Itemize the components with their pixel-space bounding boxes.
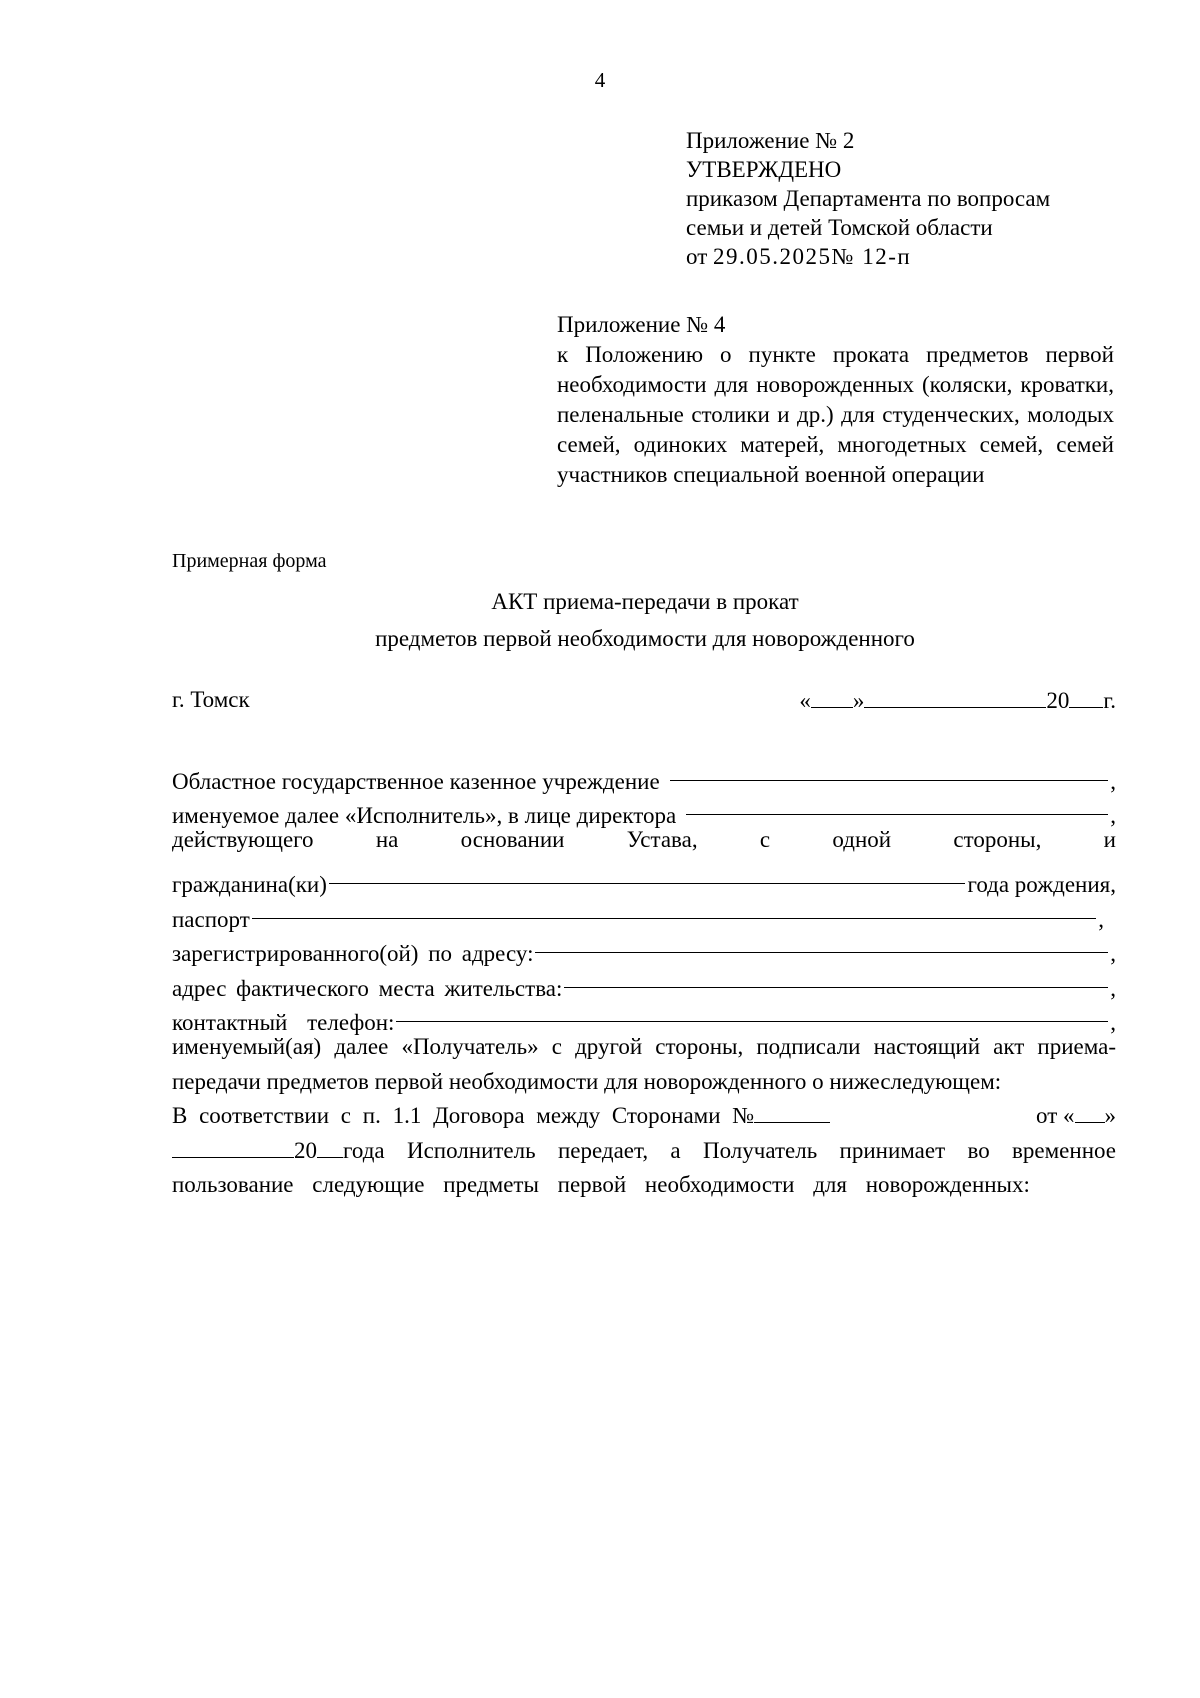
city: г. Томск	[172, 687, 250, 712]
institution-label: Областное государственное казенное учреждение	[172, 768, 660, 794]
date-line	[799, 687, 1116, 714]
approval-date: 29.05.2025	[713, 244, 832, 269]
appendix-block	[557, 310, 1114, 490]
contract-date-close: »	[1104, 1103, 1116, 1128]
body-line-passport	[172, 892, 1116, 932]
comma: ,	[1110, 975, 1116, 1001]
contract-date-open: от «	[1036, 1103, 1075, 1128]
sample-form-label: Примерная форма	[172, 550, 327, 572]
contract-line1	[172, 1099, 1116, 1134]
act-title-line2: предметов первой необходимости для новорожденного	[375, 626, 915, 651]
act-title	[0, 583, 1200, 657]
contract-paragraph	[172, 1099, 1116, 1203]
body-line-citizen	[172, 858, 1116, 897]
approval-date-prefix: от	[686, 244, 713, 269]
contract-number-blank	[754, 1102, 830, 1123]
body-line-charter: действующего на основании Устава, с одной стороны, и	[172, 827, 1116, 852]
registered-address-label: зарегистрированного(ой) по адресу:	[172, 941, 534, 966]
date-close-quote: »	[852, 688, 865, 713]
contract-year-blank	[317, 1137, 343, 1158]
comma: ,	[1110, 768, 1116, 794]
contract-text: года Исполнитель передает, а Получатель принимает во временное пользование следующие предметы первой необходимости для новорожденных:	[172, 1137, 1116, 1197]
contract-line-rest	[172, 1134, 1116, 1203]
contract-ref-label: В соответствии с п. 1.1 Договора между Сторонами №	[172, 1103, 755, 1128]
birth-year-label: года рождения,	[967, 872, 1116, 897]
registered-address-blank	[533, 927, 1110, 962]
comma: ,	[1110, 803, 1116, 828]
date-open-quote: «	[799, 688, 811, 713]
institution-blank	[668, 754, 1111, 789]
approval-order-number: № 12-п	[831, 244, 912, 269]
contract-year-prefix: 20	[294, 1137, 317, 1163]
passport-blank	[250, 892, 1098, 927]
approval-approved-label: УТВЕРЖДЕНО	[686, 157, 842, 182]
phone-label: контактный телефон:	[172, 1010, 395, 1035]
citizen-blank	[327, 858, 968, 893]
month-blank	[864, 687, 1046, 708]
page-number: 4	[594, 68, 606, 92]
contract-day-blank	[1075, 1102, 1105, 1123]
actual-address-label: адрес фактического места жительства:	[172, 975, 563, 1001]
act-title-line1: АКТ приема-передачи в прокат	[491, 589, 799, 614]
date-year-prefix: 20	[1046, 688, 1070, 713]
approval-order-line: приказом Департамента по вопросам	[686, 186, 1051, 211]
act-body	[172, 754, 1116, 1203]
approval-date-line	[686, 242, 1050, 271]
appendix-title: Приложение № 4	[557, 312, 726, 337]
comma: ,	[1098, 906, 1104, 932]
citizen-label: гражданина(ки)	[172, 872, 327, 897]
contract-ref-blanks	[754, 1099, 1116, 1134]
body-line-registered-address	[172, 927, 1116, 966]
body-line-institution	[172, 754, 1116, 794]
comma: ,	[1110, 1010, 1116, 1035]
appendix-body: к Положению о пункте проката предметов первой необходимости для новорожденных (коляски, кроватки, пеленальные столики и др.) для студенческих, молодых семей, одиноких матерей, многодетных семей, семей участников специальной военной операции	[557, 342, 1114, 487]
actual-address-blank	[562, 961, 1110, 996]
recipient-paragraph: именуемый(ая) далее «Получатель» с другой стороны, подписали настоящий акт приема-передачи предметов первой необходимости для новорожденного о нижеследующем:	[172, 1034, 1116, 1094]
passport-label: паспорт	[172, 906, 250, 932]
comma: ,	[1110, 941, 1116, 966]
director-blank	[684, 789, 1110, 824]
approval-department-line: семьи и детей Томской области	[686, 215, 993, 240]
phone-blank	[394, 996, 1110, 1031]
contract-month-blank	[172, 1137, 294, 1158]
approval-block	[686, 126, 1050, 271]
day-blank	[811, 687, 853, 708]
approval-appendix-label: Приложение № 2	[686, 128, 855, 153]
year-blank	[1069, 687, 1103, 708]
contract-date-group	[1036, 1099, 1116, 1134]
director-label: именуемое далее «Исполнитель», в лице директора	[172, 803, 677, 828]
date-year-suffix: г.	[1103, 688, 1116, 713]
